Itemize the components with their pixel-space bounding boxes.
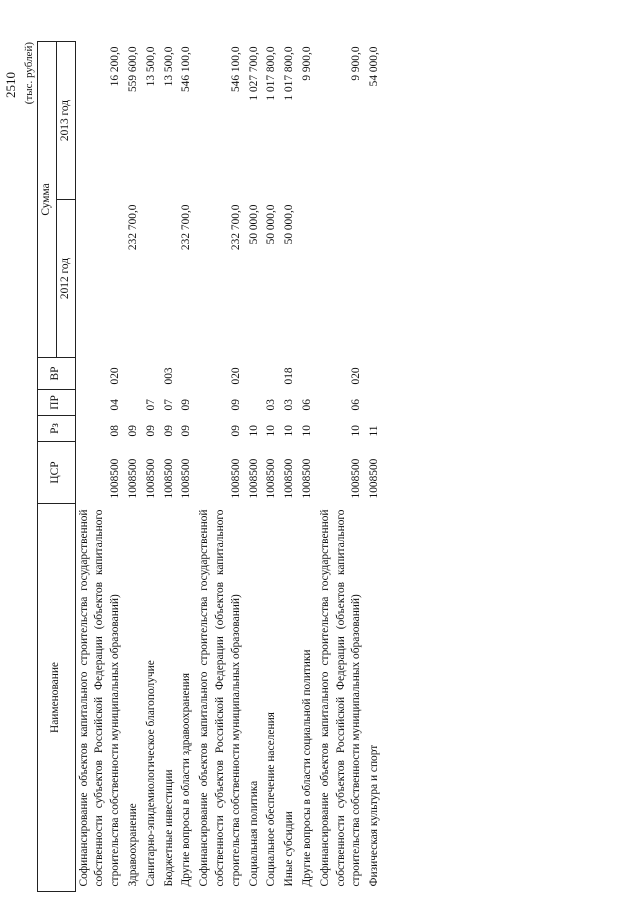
header-year-2013: 2013 год: [56, 41, 75, 199]
units-note: (тыс. рублей): [23, 42, 35, 105]
row-vr: 018: [283, 367, 296, 385]
header-pr: ПР: [38, 390, 76, 416]
row-name: Софинансирование объектов капитального строительства государственной собственности субъектов Российской Федерации (объектов капитального строительства собственности муниципальных образований): [77, 509, 122, 887]
row-name: Социальная политика: [247, 780, 260, 887]
header-row-top: [38, 41, 57, 891]
row-name: Иные субсидии: [283, 811, 296, 887]
row-name: Бюджетные инвестиции: [162, 769, 175, 887]
row-name: Санитарно-эпидемиологическое благополучие: [144, 660, 157, 887]
row-rz: 10: [300, 425, 313, 437]
row-vr: 020: [229, 367, 242, 385]
row-vr: [143, 358, 161, 390]
header-rz: Рз: [38, 416, 76, 442]
row-vr: [178, 358, 196, 390]
header-vr: ВР: [38, 358, 76, 390]
row-pr: 09: [229, 399, 242, 411]
row-vr: [366, 358, 384, 390]
row-sum-2013: 9 900,0: [350, 46, 363, 81]
row-sum-2012: 232 700,0: [229, 204, 242, 251]
table-row: [125, 41, 143, 891]
row-sum-2013: 1 027 700,0: [247, 46, 260, 101]
row-name: Здравоохранение: [126, 803, 139, 887]
row-sum-2012: [299, 200, 317, 358]
row-sum-2012: 50 000,0: [247, 204, 260, 245]
row-pr: [246, 390, 264, 416]
row-rz: 11: [368, 425, 381, 437]
row-name: Физическая культура и спорт: [368, 744, 381, 887]
row-sum-2012: 232 700,0: [126, 204, 139, 251]
row-name: Другие вопросы в области здравоохранения: [180, 673, 193, 887]
table-row: [366, 41, 384, 891]
row-pr: 03: [283, 399, 296, 411]
row-rz: 10: [265, 425, 278, 437]
row-sum-2013: 559 600,0: [126, 46, 139, 93]
row-vr: [246, 358, 264, 390]
row-rz: 10: [247, 425, 260, 437]
row-sum-2013: 546 100,0: [229, 46, 242, 93]
table-row: [75, 41, 125, 891]
row-name: Софинансирование объектов капитального строительства государственной собственности субъектов Российской Федерации (объектов капитального строительства собственности муниципальных образований): [198, 509, 242, 887]
page-number-text: 2510: [3, 72, 18, 98]
row-csr: 1008500: [109, 458, 122, 499]
row-rz: 08: [109, 425, 122, 437]
row-vr: [263, 358, 281, 390]
header-csr: ЦСР: [38, 442, 76, 504]
row-sum-2012: [366, 200, 384, 358]
row-sum-2012: 50 000,0: [265, 204, 278, 245]
row-sum-2013: 9 900,0: [300, 46, 313, 81]
row-pr: [366, 390, 384, 416]
row-name: Софинансирование объектов капитального строительства государственной собственности субъектов Российской Федерации (объектов капитального строительства собственности муниципальных образований): [318, 509, 363, 887]
row-vr: 003: [162, 367, 175, 385]
row-rz: 10: [283, 425, 296, 437]
row-pr: 03: [265, 399, 278, 411]
table-row: [196, 41, 245, 891]
table-row: [143, 41, 161, 891]
table-row: [161, 41, 179, 891]
row-pr: 04: [109, 399, 122, 411]
row-name: Социальное обеспечение населения: [265, 712, 278, 887]
page-number: [0, 70, 22, 100]
row-pr: 07: [162, 399, 175, 411]
header-name: Наименование: [38, 504, 76, 892]
row-sum-2012: [161, 200, 179, 358]
row-sum-2013: 546 100,0: [180, 46, 193, 93]
row-pr: 06: [300, 399, 313, 411]
header-year-2012: 2012 год: [56, 200, 75, 358]
table-row: [299, 41, 317, 891]
row-csr: 1008500: [247, 458, 260, 499]
table-row: [263, 41, 281, 891]
row-rz: 09: [229, 425, 242, 437]
row-csr: 1008500: [162, 458, 175, 499]
row-sum-2013: 1 017 800,0: [283, 46, 296, 101]
row-csr: 1008500: [300, 458, 313, 499]
table-row: [178, 41, 196, 891]
row-sum-2013: 13 500,0: [162, 46, 175, 87]
row-pr: 06: [350, 399, 363, 411]
row-csr: 1008500: [283, 458, 296, 499]
row-csr: 1008500: [180, 458, 193, 499]
row-rz: 09: [162, 425, 175, 437]
header-sum: Сумма: [38, 41, 57, 357]
row-sum-2012: [75, 200, 125, 358]
row-csr: 1008500: [144, 458, 157, 499]
row-sum-2012: [143, 200, 161, 358]
row-rz: 10: [350, 425, 363, 437]
row-name: Другие вопросы в области социальной политики: [300, 649, 313, 887]
row-sum-2013: 16 200,0: [109, 46, 122, 87]
row-pr: 09: [180, 399, 193, 411]
row-sum-2012: 232 700,0: [180, 204, 193, 251]
row-vr: [125, 358, 143, 390]
row-pr: 07: [144, 399, 157, 411]
row-vr: [299, 358, 317, 390]
row-csr: 1008500: [126, 458, 139, 499]
row-csr: 1008500: [229, 458, 242, 499]
row-csr: 1008500: [350, 458, 363, 499]
row-pr: [125, 390, 143, 416]
row-sum-2012: [317, 200, 366, 358]
row-vr: 020: [350, 367, 363, 385]
row-csr: 1008500: [368, 458, 381, 499]
table-row: [281, 41, 299, 891]
row-rz: 09: [126, 425, 139, 437]
row-csr: 1008500: [265, 458, 278, 499]
table-row: [246, 41, 264, 891]
row-sum-2013: 13 500,0: [144, 46, 157, 87]
table-row: [317, 41, 366, 891]
row-sum-2013: 54 000,0: [368, 46, 381, 87]
row-vr: 020: [109, 367, 122, 385]
row-rz: 09: [144, 425, 157, 437]
row-sum-2012: 50 000,0: [283, 204, 296, 245]
budget-table: [37, 41, 384, 892]
row-sum-2013: 1 017 800,0: [265, 46, 278, 101]
row-rz: 09: [180, 425, 193, 437]
rotated-document: [22, 42, 600, 892]
